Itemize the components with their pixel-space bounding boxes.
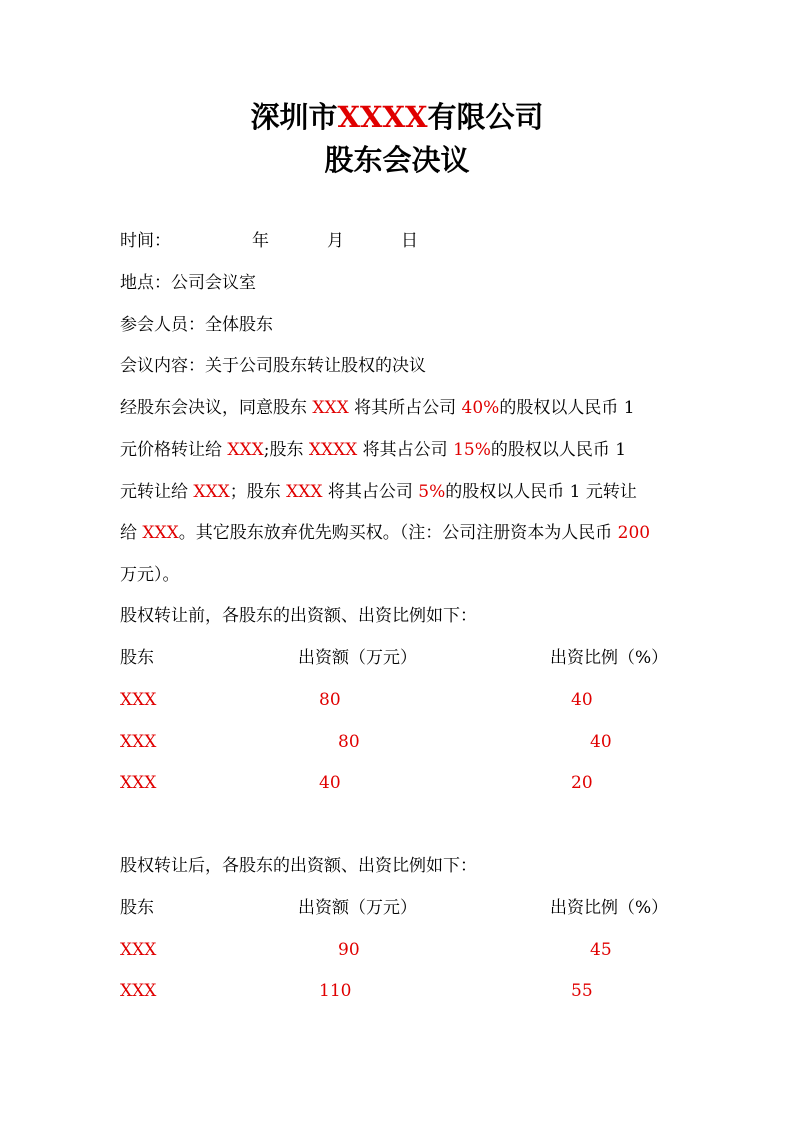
after-row-1-name: XXX: [120, 940, 157, 960]
meeting-location: 地点：公司会议室: [120, 273, 256, 293]
meeting-attendees: 参会人员：全体股东: [120, 315, 273, 335]
before-col-shareholder: 股东: [120, 648, 154, 668]
shareholder-placeholder: XXXX: [308, 440, 358, 460]
before-row-3-amount: 40: [319, 773, 341, 793]
resolution-text: 经股东会决议，同意股东: [120, 398, 313, 418]
shareholder-placeholder: XXX: [312, 398, 349, 418]
after-heading: 股权转让后，各股东的出资额、出资比例如下：: [120, 856, 477, 876]
resolution-line-3: [120, 484, 637, 501]
after-col-shareholder: 股东: [120, 898, 154, 918]
resolution-text: 将其所占公司: [348, 398, 462, 418]
resolution-text: ;股东: [263, 440, 309, 460]
before-col-ratio: 出资比例（%）: [550, 648, 669, 668]
after-row-2-name: XXX: [120, 981, 157, 1001]
after-row-2-ratio: 55: [571, 981, 593, 1001]
shareholder-placeholder: XXX: [227, 440, 264, 460]
before-row-1-name: XXX: [120, 690, 157, 710]
share-percent: 15%: [453, 440, 491, 460]
resolution-line-1: [120, 400, 635, 417]
resolution-text: 元价格转让给: [120, 440, 228, 460]
document-subtitle: 股东会决议: [324, 143, 470, 177]
after-row-2-amount: 110: [319, 981, 352, 1001]
after-col-amount: 出资额（万元）: [298, 898, 417, 918]
resolution-line-5: 万元）。: [120, 565, 180, 585]
resolution-text: 将其占公司: [322, 482, 419, 502]
resolution-text: 将其占公司: [357, 440, 454, 460]
meeting-content: 会议内容：关于公司股东转让股权的决议: [120, 356, 426, 376]
resolution-text: 元转让给: [120, 482, 194, 502]
after-col-ratio: 出资比例（%）: [550, 898, 669, 918]
meeting-time-line: [120, 233, 171, 250]
before-col-amount: 出资额（万元）: [298, 648, 417, 668]
registered-capital-amount: 200: [617, 523, 651, 543]
before-row-2-name: XXX: [120, 732, 157, 752]
title-suffix: 有限公司: [427, 100, 544, 134]
before-row-1-amount: 80: [319, 690, 341, 710]
resolution-text: 。其它股东放弃优先购买权。（注：公司注册资本为人民币: [178, 523, 618, 543]
before-row-3-name: XXX: [120, 773, 157, 793]
resolution-line-2: [120, 442, 626, 459]
time-day: 日: [401, 231, 418, 251]
time-year: 年: [252, 231, 269, 251]
before-row-3-ratio: 20: [571, 773, 593, 793]
document-title: [0, 100, 794, 134]
title-prefix: 深圳市: [250, 100, 338, 134]
resolution-line-4: [120, 525, 650, 542]
after-row-1-amount: 90: [338, 940, 360, 960]
shareholder-placeholder: XXX: [286, 482, 323, 502]
resolution-text: 的股权以人民币 1 元转让: [445, 482, 637, 502]
title-company-placeholder: XXXX: [337, 100, 428, 134]
resolution-text: 的股权以人民币 1: [499, 398, 635, 418]
before-row-2-ratio: 40: [590, 732, 612, 752]
before-row-2-amount: 80: [338, 732, 360, 752]
resolution-text: ；股东: [229, 482, 287, 502]
before-heading: 股权转让前，各股东的出资额、出资比例如下：: [120, 606, 477, 626]
before-row-1-ratio: 40: [571, 690, 593, 710]
time-month: 月: [327, 231, 344, 251]
after-row-1-ratio: 45: [590, 940, 612, 960]
share-percent: 5%: [418, 482, 446, 502]
resolution-text: 给: [120, 523, 143, 543]
time-label: 时间：: [120, 231, 171, 251]
shareholder-placeholder: XXX: [193, 482, 230, 502]
resolution-text: 的股权以人民币 1: [490, 440, 627, 460]
shareholder-placeholder: XXX: [142, 523, 179, 543]
share-percent: 40%: [461, 398, 500, 418]
